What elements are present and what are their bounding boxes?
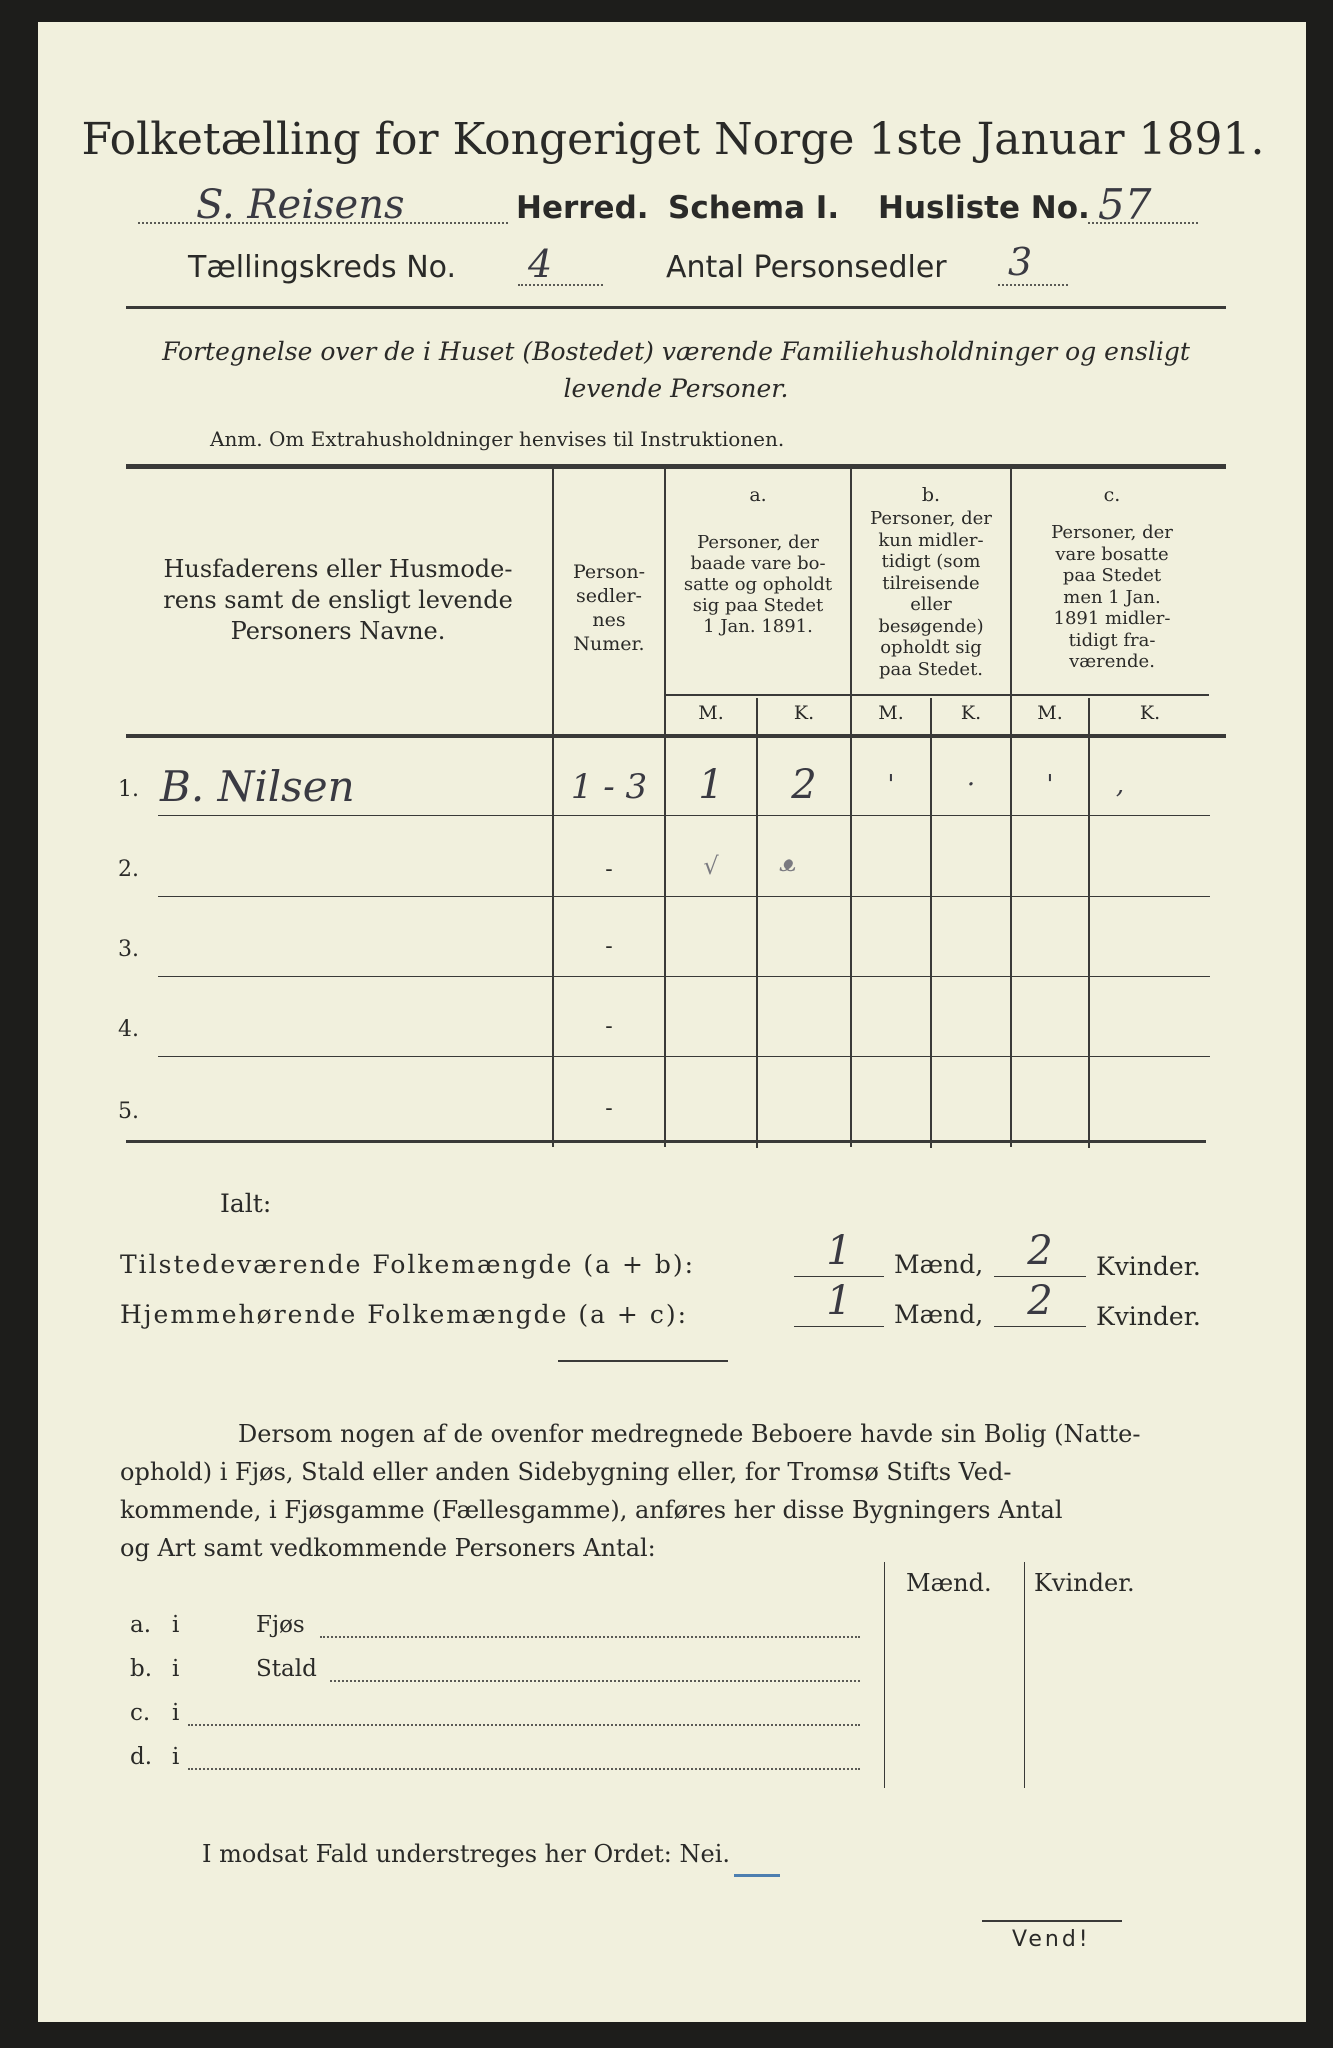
buildings-vline-1 bbox=[884, 1562, 885, 1788]
row3-line bbox=[158, 976, 1210, 977]
building-dotline bbox=[188, 1724, 860, 1726]
modsat-text: I modsat Fald understreges her Ordet: Nei. bbox=[202, 1840, 731, 1868]
hjemme-m-line bbox=[794, 1326, 884, 1327]
row2-line bbox=[158, 896, 1210, 897]
col-c-letter: c. bbox=[1103, 484, 1121, 506]
anm-note: Anm. Om Extrahusholdninger henvises til Instruktionen. bbox=[210, 427, 785, 451]
antal-value: 3 bbox=[1008, 240, 1033, 284]
col-name-header: Husfaderens eller Husmode- rens samt de ensligt levende Personers Navne. bbox=[163, 555, 513, 645]
building-letter: a. bbox=[130, 1612, 152, 1638]
col-num-header: Person- sedler- nes Numer. bbox=[572, 561, 646, 655]
c-m-label: M. bbox=[1037, 702, 1063, 724]
row-number: 3. bbox=[118, 937, 139, 962]
building-letter: d. bbox=[130, 1744, 153, 1770]
building-label: Fjøs bbox=[256, 1612, 305, 1638]
schema-label: Schema I. bbox=[668, 190, 840, 226]
hjemme-kvinder: Kvinder. bbox=[1096, 1302, 1201, 1331]
husliste-label: Husliste No. bbox=[878, 190, 1090, 226]
form-title: Folketælling for Kongeriget Norge 1ste Januar 1891. bbox=[81, 114, 1265, 165]
antal-dotline bbox=[998, 284, 1068, 286]
buildings-col-kvinder: Kvinder. bbox=[1034, 1569, 1135, 1597]
row-num: - bbox=[605, 1014, 613, 1039]
census-form-page bbox=[38, 22, 1306, 2022]
building-dotline bbox=[320, 1636, 860, 1638]
row4-line bbox=[158, 1056, 1210, 1057]
row-number: 4. bbox=[118, 1017, 139, 1042]
row-b-k: · bbox=[966, 770, 976, 800]
husliste-value: 57 bbox=[1098, 180, 1152, 229]
row-c-m: ' bbox=[1046, 770, 1054, 800]
intro-line1: Fortegnelse over de i Huset (Bostedet) værende Familiehusholdninger og ensligt bbox=[162, 337, 1190, 366]
row-name: B. Nilsen bbox=[160, 762, 355, 811]
building-i: i bbox=[172, 1656, 180, 1682]
table-top-rule bbox=[126, 464, 1226, 469]
header-rule bbox=[126, 306, 1226, 309]
b-m-label: M. bbox=[878, 702, 904, 724]
kreds-value: 4 bbox=[528, 242, 553, 286]
buildings-vline-2 bbox=[1024, 1562, 1025, 1788]
tilstede-m-value: 1 bbox=[826, 1228, 852, 1274]
building-i: i bbox=[172, 1612, 180, 1638]
hjemme-k-line bbox=[994, 1326, 1086, 1327]
table-bottom-rule bbox=[126, 1140, 1206, 1143]
row-a-m: 1 bbox=[698, 762, 724, 808]
a-m-label: M. bbox=[698, 702, 724, 724]
row-number: 2. bbox=[118, 857, 139, 882]
building-i: i bbox=[172, 1744, 180, 1770]
building-letter: b. bbox=[130, 1656, 153, 1682]
ialt-label: Ialt: bbox=[220, 1189, 272, 1218]
vend-text: Vend! bbox=[1012, 1927, 1091, 1952]
building-label: Stald bbox=[256, 1656, 317, 1682]
row-c-k: , bbox=[1115, 770, 1125, 800]
building-letter: c. bbox=[130, 1700, 151, 1726]
hjemme-k-value: 2 bbox=[1027, 1278, 1053, 1324]
table-header-bottom-rule bbox=[126, 734, 1226, 738]
intro-line2: levende Personer. bbox=[563, 374, 789, 403]
hjemme-m-value: 1 bbox=[826, 1278, 852, 1324]
col-b-header: Personer, der kun midler- tidigt (som tilreisende eller besøgende) opholdt sig paa Stedet. bbox=[870, 508, 992, 680]
col-a-header: Personer, der baade vare bo- satte og opholdt sig paa Stedet 1 Jan. 1891. bbox=[683, 532, 833, 637]
row-num: - bbox=[605, 934, 613, 959]
hjemme-maend: Mænd, bbox=[894, 1300, 984, 1329]
tilstede-k-value: 2 bbox=[1027, 1228, 1053, 1274]
kreds-label: Tællingskreds No. bbox=[188, 250, 456, 285]
row-number: 5. bbox=[118, 1099, 139, 1124]
herred-value: S. Reisens bbox=[196, 182, 405, 228]
vline-b-mk bbox=[930, 698, 932, 1148]
tilstede-label: Tilstedeværende Folkemængde (a + b): bbox=[120, 1250, 696, 1279]
row-num: - bbox=[605, 857, 613, 882]
b-k-label: K. bbox=[960, 702, 982, 724]
buildings-col-maend: Mænd. bbox=[906, 1569, 992, 1597]
row-a-m: √ bbox=[703, 852, 719, 880]
building-dotline bbox=[188, 1768, 860, 1770]
row-a-k: 2 bbox=[791, 762, 817, 808]
col-c-header: Personer, der vare bosatte paa Stedet men 1 Jan. 1891 midler- tidigt fra- værende. bbox=[1051, 522, 1173, 672]
tilstede-kvinder: Kvinder. bbox=[1096, 1252, 1201, 1281]
antal-label: Antal Personsedler bbox=[666, 250, 947, 285]
section-divider bbox=[558, 1360, 728, 1362]
row-b-m: ' bbox=[887, 770, 895, 800]
hjemme-label: Hjemmehørende Folkemængde (a + c): bbox=[120, 1300, 688, 1329]
vend-rule bbox=[982, 1920, 1122, 1922]
row-num: - bbox=[605, 1096, 613, 1121]
tilstede-maend: Mænd, bbox=[894, 1250, 984, 1279]
row-num: 1 - 3 bbox=[570, 767, 648, 807]
mk-rule bbox=[664, 694, 1209, 696]
herred-label: Herred. bbox=[516, 190, 649, 226]
row-number: 1. bbox=[118, 777, 139, 802]
a-k-label: K. bbox=[793, 702, 815, 724]
c-k-label: K. bbox=[1139, 702, 1161, 724]
col-a-letter: a. bbox=[749, 484, 767, 506]
building-i: i bbox=[172, 1700, 180, 1726]
row1-line bbox=[158, 815, 1210, 816]
vline-c-mk bbox=[1088, 698, 1090, 1148]
col-b-letter: b. bbox=[921, 484, 941, 506]
building-dotline bbox=[330, 1680, 860, 1682]
tilstede-m-line bbox=[794, 1276, 884, 1277]
row-a-k: ᴥ bbox=[779, 852, 797, 877]
nei-underline bbox=[734, 1874, 780, 1877]
buildings-paragraph: Dersom nogen af de ovenfor medregnede Beboere havde sin Bolig (Natte- ophold) i Fjøs, Stald eller anden Sidebygning eller, for Tromsø Stifts Ved- kommende, i Fjøsgamme (Fællesgamme), anføres her disse Bygningers Antal og Art samt vedkommende Personers Antal: bbox=[120, 1420, 1141, 1562]
tilstede-k-line bbox=[994, 1276, 1086, 1277]
